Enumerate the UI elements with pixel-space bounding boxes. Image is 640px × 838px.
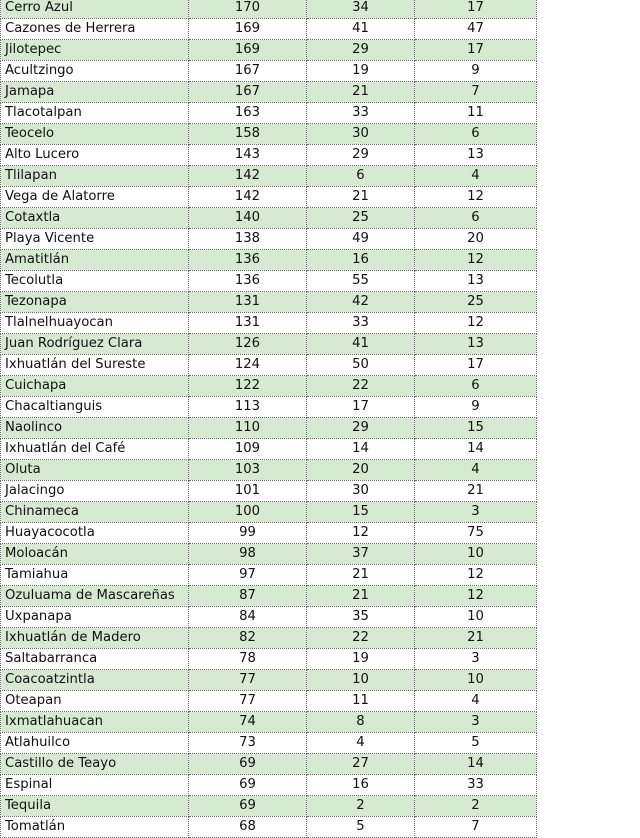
municipio-cell: Oluta [1,460,189,481]
municipio-cell: Naolinco [1,418,189,439]
table-row [1,187,537,208]
value-1-cell: 136 [189,250,307,271]
value-3-cell: 13 [415,271,537,292]
table-row [1,334,537,355]
value-3-cell: 25 [415,292,537,313]
municipio-cell: Espinal [1,775,189,796]
table-row [1,145,537,166]
value-1-cell: 82 [189,628,307,649]
value-2-cell: 15 [307,502,415,523]
value-2-cell: 21 [307,586,415,607]
value-2-cell: 6 [307,166,415,187]
municipio-cell: Moloacán [1,544,189,565]
municipio-cell: Alto Lucero [1,145,189,166]
municipio-cell: Cerro Azul [1,0,189,19]
municipio-cell: Vega de Alatorre [1,187,189,208]
value-3-cell: 12 [415,313,537,334]
value-1-cell: 122 [189,376,307,397]
municipio-cell: Ixhuatlán del Café [1,439,189,460]
value-3-cell: 13 [415,334,537,355]
value-1-cell: 100 [189,502,307,523]
value-2-cell: 41 [307,334,415,355]
value-3-cell: 17 [415,0,537,19]
value-2-cell: 11 [307,691,415,712]
municipio-cell: Acultzingo [1,61,189,82]
value-1-cell: 169 [189,40,307,61]
value-1-cell: 101 [189,481,307,502]
value-1-cell: 99 [189,523,307,544]
value-3-cell: 17 [415,40,537,61]
table-row [1,481,537,502]
value-2-cell: 41 [307,19,415,40]
value-3-cell: 21 [415,481,537,502]
value-3-cell: 9 [415,397,537,418]
value-3-cell: 12 [415,250,537,271]
value-1-cell: 142 [189,187,307,208]
municipio-cell: Chinameca [1,502,189,523]
value-3-cell: 6 [415,376,537,397]
table-row [1,607,537,628]
table-row [1,502,537,523]
value-2-cell: 22 [307,628,415,649]
municipio-cell: Juan Rodríguez Clara [1,334,189,355]
table-row [1,586,537,607]
value-1-cell: 109 [189,439,307,460]
value-1-cell: 158 [189,124,307,145]
municipio-cell: Tamiahua [1,565,189,586]
value-2-cell: 17 [307,397,415,418]
value-1-cell: 69 [189,775,307,796]
value-3-cell: 14 [415,439,537,460]
municipio-cell: Coacoatzintla [1,670,189,691]
value-1-cell: 113 [189,397,307,418]
municipio-cell: Jilotepec [1,40,189,61]
value-3-cell: 21 [415,628,537,649]
value-2-cell: 20 [307,460,415,481]
value-2-cell: 4 [307,733,415,754]
value-2-cell: 29 [307,145,415,166]
value-2-cell: 25 [307,208,415,229]
municipio-cell: Cazones de Herrera [1,19,189,40]
table-row [1,313,537,334]
value-2-cell: 30 [307,124,415,145]
value-3-cell: 14 [415,754,537,775]
value-1-cell: 131 [189,313,307,334]
table-row [1,649,537,670]
value-2-cell: 5 [307,817,415,838]
value-2-cell: 49 [307,229,415,250]
value-2-cell: 8 [307,712,415,733]
value-3-cell: 10 [415,544,537,565]
table-row [1,40,537,61]
value-2-cell: 33 [307,103,415,124]
table-row [1,103,537,124]
table-row [1,19,537,40]
value-2-cell: 16 [307,775,415,796]
value-2-cell: 19 [307,649,415,670]
value-1-cell: 138 [189,229,307,250]
table-row [1,166,537,187]
table-body [1,0,537,838]
value-2-cell: 16 [307,250,415,271]
value-3-cell: 10 [415,670,537,691]
value-3-cell: 4 [415,460,537,481]
value-3-cell: 3 [415,712,537,733]
value-3-cell: 5 [415,733,537,754]
municipio-cell: Ixhuatlán de Madero [1,628,189,649]
municipio-cell: Playa Vicente [1,229,189,250]
value-2-cell: 10 [307,670,415,691]
value-3-cell: 6 [415,208,537,229]
value-2-cell: 50 [307,355,415,376]
table-row [1,712,537,733]
value-1-cell: 140 [189,208,307,229]
value-1-cell: 103 [189,460,307,481]
value-3-cell: 47 [415,19,537,40]
value-2-cell: 19 [307,61,415,82]
value-1-cell: 163 [189,103,307,124]
value-2-cell: 35 [307,607,415,628]
value-3-cell: 11 [415,103,537,124]
value-1-cell: 126 [189,334,307,355]
table-row [1,670,537,691]
value-3-cell: 75 [415,523,537,544]
table-row [1,754,537,775]
value-1-cell: 110 [189,418,307,439]
value-1-cell: 69 [189,754,307,775]
value-2-cell: 55 [307,271,415,292]
value-2-cell: 12 [307,523,415,544]
value-1-cell: 74 [189,712,307,733]
value-3-cell: 33 [415,775,537,796]
value-3-cell: 4 [415,166,537,187]
municipio-cell: Castillo de Teayo [1,754,189,775]
value-3-cell: 13 [415,145,537,166]
value-3-cell: 3 [415,502,537,523]
value-1-cell: 97 [189,565,307,586]
value-1-cell: 68 [189,817,307,838]
value-3-cell: 9 [415,61,537,82]
table-row [1,796,537,817]
table-row [1,0,537,19]
table-row [1,733,537,754]
value-1-cell: 124 [189,355,307,376]
municipio-cell: Tequila [1,796,189,817]
value-2-cell: 37 [307,544,415,565]
value-1-cell: 167 [189,61,307,82]
value-2-cell: 2 [307,796,415,817]
value-2-cell: 29 [307,418,415,439]
value-2-cell: 30 [307,481,415,502]
value-2-cell: 21 [307,187,415,208]
municipio-cell: Teocelo [1,124,189,145]
value-3-cell: 4 [415,691,537,712]
table-row [1,397,537,418]
value-1-cell: 69 [189,796,307,817]
table-row [1,418,537,439]
municipio-cell: Tlacotalpan [1,103,189,124]
municipio-cell: Saltabarranca [1,649,189,670]
value-2-cell: 42 [307,292,415,313]
table-row [1,82,537,103]
municipio-cell: Chacaltianguis [1,397,189,418]
municipio-cell: Atlahuilco [1,733,189,754]
table-row [1,775,537,796]
municipio-cell: Oteapan [1,691,189,712]
table-row [1,439,537,460]
value-3-cell: 7 [415,817,537,838]
value-2-cell: 21 [307,565,415,586]
table-row [1,544,537,565]
value-1-cell: 78 [189,649,307,670]
table-row [1,124,537,145]
value-1-cell: 169 [189,19,307,40]
municipio-cell: Tezonapa [1,292,189,313]
value-1-cell: 84 [189,607,307,628]
value-1-cell: 98 [189,544,307,565]
value-3-cell: 12 [415,586,537,607]
municipio-cell: Tlilapan [1,166,189,187]
municipio-cell: Ozuluama de Mascareñas [1,586,189,607]
table-row [1,250,537,271]
value-2-cell: 22 [307,376,415,397]
table-row [1,460,537,481]
table-row [1,355,537,376]
municipio-cell: Tomatlán [1,817,189,838]
municipio-cell: Jamapa [1,82,189,103]
value-3-cell: 12 [415,187,537,208]
value-1-cell: 136 [189,271,307,292]
value-3-cell: 2 [415,796,537,817]
table-row [1,271,537,292]
table-row [1,229,537,250]
value-2-cell: 21 [307,82,415,103]
value-1-cell: 143 [189,145,307,166]
value-1-cell: 170 [189,0,307,19]
value-1-cell: 142 [189,166,307,187]
value-2-cell: 14 [307,439,415,460]
value-2-cell: 34 [307,0,415,19]
value-2-cell: 29 [307,40,415,61]
table-row [1,691,537,712]
municipio-cell: Uxpanapa [1,607,189,628]
table-row [1,292,537,313]
table-row [1,208,537,229]
municipio-cell: Tlalnelhuayocan [1,313,189,334]
value-1-cell: 77 [189,670,307,691]
value-3-cell: 15 [415,418,537,439]
value-1-cell: 167 [189,82,307,103]
municipio-cell: Cotaxtla [1,208,189,229]
municipio-cell: Cuichapa [1,376,189,397]
value-3-cell: 6 [415,124,537,145]
municipio-cell: Ixhuatlán del Sureste [1,355,189,376]
table-row [1,628,537,649]
table-row [1,523,537,544]
table-row [1,61,537,82]
value-2-cell: 33 [307,313,415,334]
table-row [1,817,537,838]
value-3-cell: 12 [415,565,537,586]
table-row [1,376,537,397]
value-3-cell: 3 [415,649,537,670]
value-2-cell: 27 [307,754,415,775]
value-1-cell: 77 [189,691,307,712]
value-3-cell: 7 [415,82,537,103]
municipio-cell: Amatitlán [1,250,189,271]
value-1-cell: 87 [189,586,307,607]
municipio-cell: Tecolutla [1,271,189,292]
municipio-cell: Huayacocotla [1,523,189,544]
value-1-cell: 131 [189,292,307,313]
value-1-cell: 73 [189,733,307,754]
value-3-cell: 17 [415,355,537,376]
value-3-cell: 10 [415,607,537,628]
municipio-cell: Ixmatlahuacan [1,712,189,733]
value-3-cell: 20 [415,229,537,250]
table-row [1,565,537,586]
municipio-cell: Jalacingo [1,481,189,502]
